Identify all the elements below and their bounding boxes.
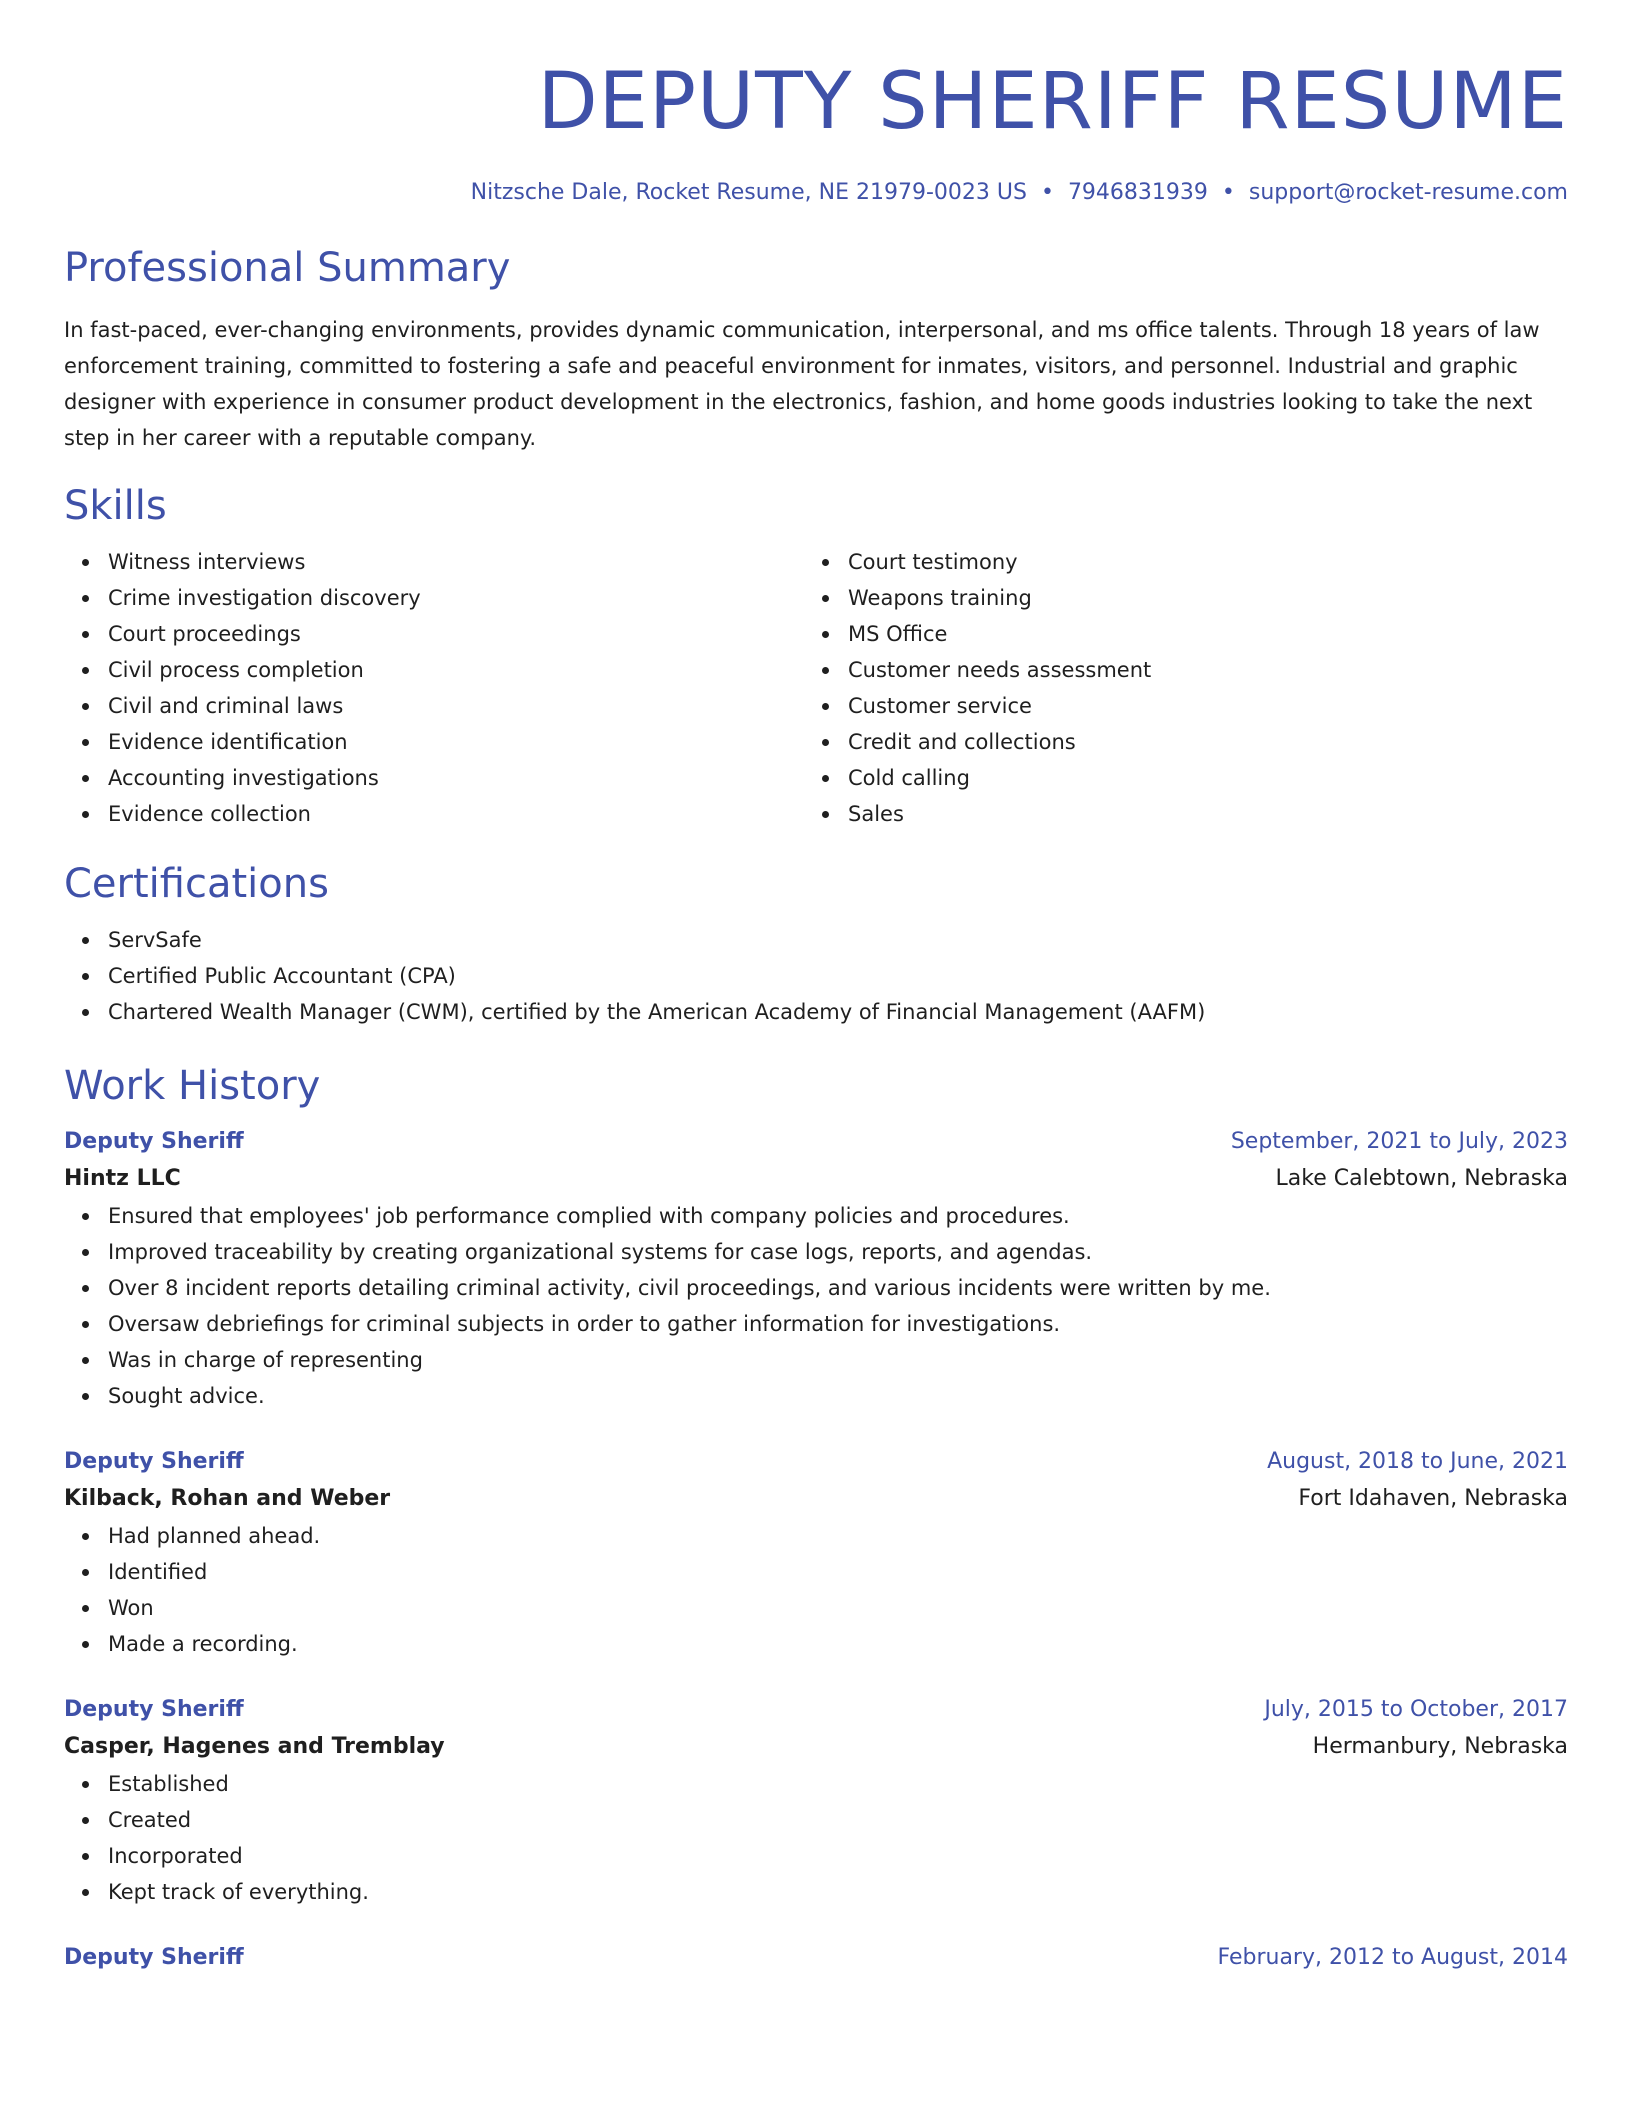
- skill-item: Credit and collections: [848, 724, 1544, 760]
- job-duty: Incorporated: [108, 1838, 1568, 1874]
- contact-separator: •: [1221, 180, 1235, 205]
- contact-address: Nitzsche Dale, Rocket Resume, NE 21979-0023 US: [470, 180, 1027, 205]
- job-duty: Established: [108, 1766, 1568, 1802]
- certification-item: Certified Public Accountant (CPA): [108, 958, 1568, 994]
- skill-item: Weapons training: [848, 580, 1544, 616]
- job-location: Lake Calebtown, Nebraska: [1275, 1166, 1568, 1191]
- skill-item: Civil and criminal laws: [108, 688, 804, 724]
- skill-item: Civil process completion: [108, 652, 804, 688]
- skills-column-right: [804, 544, 1544, 832]
- skill-item: Evidence collection: [108, 796, 804, 832]
- skills-list-left: [64, 544, 804, 832]
- job-employer-row: [64, 1728, 1568, 1766]
- contact-phone: 7946831939: [1067, 180, 1208, 205]
- job-entry: [64, 1444, 1568, 1662]
- job-header-row: [64, 1940, 1568, 1976]
- certifications-section: [64, 858, 1568, 1030]
- job-company: Kilback, Rohan and Weber: [64, 1486, 391, 1511]
- work-history-heading: Work History: [64, 1063, 321, 1109]
- job-duty: Won: [108, 1590, 1568, 1626]
- skills-section: [64, 480, 1568, 832]
- skill-item: Customer needs assessment: [848, 652, 1544, 688]
- job-entry: [64, 1940, 1568, 1976]
- job-entry: [64, 1692, 1568, 1910]
- summary-section: [64, 242, 1568, 456]
- job-title: Deputy Sheriff: [64, 1697, 244, 1722]
- job-duty: Improved traceability by creating organizational systems for case logs, reports, and agendas.: [108, 1234, 1568, 1270]
- job-duty: Over 8 incident reports detailing criminal activity, civil proceedings, and various incidents were written by me.: [108, 1270, 1568, 1306]
- job-duty: Created: [108, 1802, 1568, 1838]
- job-entry: [64, 1124, 1568, 1414]
- certification-item: ServSafe: [108, 922, 1568, 958]
- job-employer-row: [64, 1160, 1568, 1198]
- skills-list-right: [804, 544, 1544, 832]
- work-history-section: [64, 1060, 1568, 1976]
- job-duty: Ensured that employees' job performance complied with company policies and procedures.: [108, 1198, 1568, 1234]
- job-dates: July, 2015 to October, 2017: [1264, 1697, 1568, 1722]
- skill-item: Witness interviews: [108, 544, 804, 580]
- job-duty: Sought advice.: [108, 1378, 1568, 1414]
- skill-item: Court testimony: [848, 544, 1544, 580]
- job-duty: Oversaw debriefings for criminal subjects in order to gather information for investigations.: [108, 1306, 1568, 1342]
- job-title: Deputy Sheriff: [64, 1129, 244, 1154]
- job-duty: Identified: [108, 1554, 1568, 1590]
- job-duty: Made a recording.: [108, 1626, 1568, 1662]
- job-duty: Was in charge of representing: [108, 1342, 1568, 1378]
- resume-title: DEPUTY SHERIFF RESUME: [537, 57, 1568, 147]
- job-title: Deputy Sheriff: [64, 1449, 244, 1474]
- job-location: Fort Idahaven, Nebraska: [1298, 1486, 1568, 1511]
- job-dates: September, 2021 to July, 2023: [1230, 1129, 1568, 1154]
- skill-item: Crime investigation discovery: [108, 580, 804, 616]
- certifications-list: [64, 922, 1568, 1030]
- job-duty: Had planned ahead.: [108, 1518, 1568, 1554]
- summary-text: In fast-paced, ever-changing environments, provides dynamic communication, interpersonal, and ms office talents. Through 18 years of law enforcement training, committed to fostering a safe and peaceful environment for inmates, visitors, and personnel. Industrial and graphic designer with experience in consumer product development in the electronics, fashion, and home goods industries looking to take the next step in her career with a reputable company.: [64, 318, 1540, 450]
- job-location: Hermanbury, Nebraska: [1312, 1734, 1568, 1759]
- skill-item: Cold calling: [848, 760, 1544, 796]
- job-header-row: [64, 1124, 1568, 1160]
- skills-column-left: [64, 544, 804, 832]
- skill-item: MS Office: [848, 616, 1544, 652]
- job-dates: February, 2012 to August, 2014: [1217, 1945, 1568, 1970]
- skill-item: Evidence identification: [108, 724, 804, 760]
- contact-email[interactable]: support@rocket-resume.com: [1248, 180, 1568, 205]
- job-company: Hintz LLC: [64, 1166, 181, 1191]
- job-employer-row: [64, 1480, 1568, 1518]
- certification-item: Chartered Wealth Manager (CWM), certified by the American Academy of Financial Management (AAFM): [108, 994, 1568, 1030]
- job-header-row: [64, 1444, 1568, 1480]
- certifications-heading: Certifications: [64, 861, 329, 907]
- skill-item: Court proceedings: [108, 616, 804, 652]
- skills-grid: [64, 544, 1568, 832]
- job-duty: Kept track of everything.: [108, 1874, 1568, 1910]
- job-duties-list: [64, 1198, 1568, 1414]
- contact-line: [64, 178, 1568, 208]
- skill-item: Customer service: [848, 688, 1544, 724]
- job-duties-list: [64, 1518, 1568, 1662]
- job-dates: August, 2018 to June, 2021: [1267, 1449, 1568, 1474]
- skill-item: Sales: [848, 796, 1544, 832]
- job-title: Deputy Sheriff: [64, 1945, 244, 1970]
- summary-heading: Professional Summary: [64, 245, 511, 291]
- job-duties-list: [64, 1766, 1568, 1910]
- skills-heading: Skills: [64, 483, 167, 529]
- contact-separator: •: [1040, 180, 1054, 205]
- job-header-row: [64, 1692, 1568, 1728]
- skill-item: Accounting investigations: [108, 760, 804, 796]
- job-company: Casper, Hagenes and Tremblay: [64, 1734, 445, 1759]
